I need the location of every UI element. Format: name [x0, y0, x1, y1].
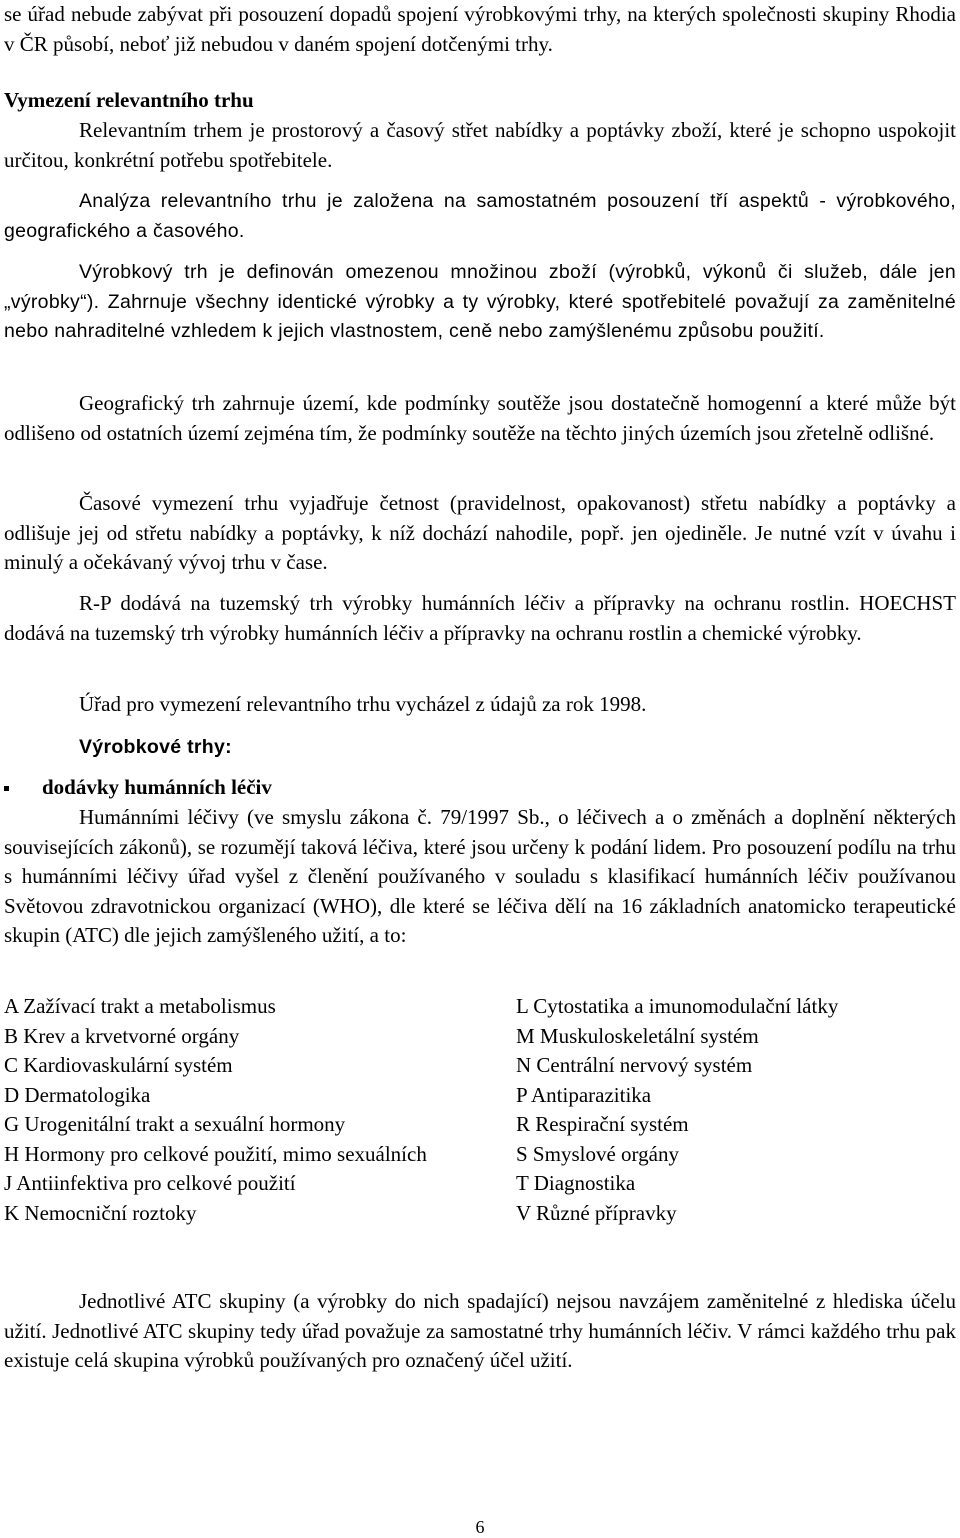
paragraph-atc-groups: Jednotlivé ATC skupiny (a výrobky do nich spadající) nejsou navzájem zaměnitelné z hlediska účelu užití. Jednotlivé ATC skupiny tedy úřad považuje za samostatné trhy humánních léčiv. V rámci každého trhu pak existuje celá skupina výrobků používaných pro označený účel užití.	[4, 1289, 956, 1372]
paragraph-intro: se úřad nebude zabývat při posouzení dopadů spojení výrobkovými trhy, na kterých společnosti skupiny Rhodia v ČR působí, neboť již nebudou v daném spojení dotčenými trhy.	[4, 2, 956, 56]
list-item: P Antiparazitika	[516, 1082, 652, 1107]
heading-relevant-market: Vymezení relevantního trhu	[4, 88, 254, 112]
atc-list-left	[4, 992, 444, 1228]
paragraph-companies: R-P dodává na tuzemský trh výrobky humánních léčiv a přípravky na ochranu rostlin. HOECHST dodává na tuzemský trh výrobky humánních léčiv a přípravky na ochranu rostlin a chemické výrobky.	[4, 591, 956, 645]
paragraph-human-drugs: Humánními léčivy (ve smyslu zákona č. 79/1997 Sb., o léčivech a o změnách a doplnění některých souvisejících zákonů), se rozumějí taková léčiva, které jsou určeny k podání lidem. Pro posouzení podílu na trhu s humánními léčivy úřad vyšel z členění používaného v souladu s klasifikací humánních léčiv používanou Světovou zdravotnickou organizací (WHO), dle které se léčiva dělí na 16 základních anatomicko terapeutické skupin (ATC) dle jejich zamýšleného užití, a to:	[4, 805, 956, 947]
bullet-human-drugs: dodávky humánních léčiv	[42, 775, 272, 799]
paragraph-data-year: Úřad pro vymezení relevantního trhu vycházel z údajů za rok 1998.	[79, 692, 647, 716]
paragraph-geographic-market: Geografický trh zahrnuje území, kde podmínky soutěže jsou dostatečně homogenní a které může být odlišeno od ostatních území zejména tím, že podmínky soutěže na těchto jiných územích jsou zřetelně odlišné.	[4, 391, 956, 445]
bullet-icon	[4, 786, 9, 791]
list-item: H Hormony pro celkové použití, mimo sexuálních	[4, 1141, 427, 1166]
list-item: B Krev a krvetvorné orgány	[4, 1023, 240, 1048]
list-item: V Různé přípravky	[516, 1200, 677, 1225]
list-item: T Diagnostika	[516, 1171, 636, 1195]
list-item: R Respirační systém	[516, 1112, 689, 1136]
paragraph-time-market: Časové vymezení trhu vyjadřuje četnost (pravidelnost, opakovanost) střetu nabídky a poptávky a odlišuje jej od střetu nabídky a poptávky, k níž dochází nahodile, popř. jen ojediněle. Je nutné vzít v úvahu i minulý a očekávaný vývoj trhu v čase.	[4, 491, 956, 574]
list-item: M Muskuloskeletální systém	[516, 1023, 759, 1048]
page-number: 6	[475, 1517, 485, 1537]
paragraph-product-market: Výrobkový trh je definován omezenou množinou zboží (výrobků, výkonů či služeb, dále jen „výrobky“). Zahrnuje všechny identické výrobky a ty výrobky, které spotřebitelé považují za zaměnitelné nebo nahraditelné vzhledem k jejich vlastnostem, ceně nebo zamýšlenému způsobu použití.	[4, 261, 956, 342]
paragraph-analysis: Analýza relevantního trhu je založena na samostatném posouzení tří aspektů - výrobkového, geografického a časového.	[4, 190, 956, 242]
list-item: K Nemocniční roztoky	[4, 1200, 197, 1225]
list-item: D Dermatologika	[4, 1082, 151, 1107]
paragraph-relevant-market-definition: Relevantním trhem je prostorový a časový střet nabídky a poptávky zboží, které je schopno uspokojit určitou, konkrétní potřebu spotřebitele.	[4, 118, 956, 172]
list-item: G Urogenitální trakt a sexuální hormony	[4, 1112, 346, 1136]
list-item: L Cytostatika a imunomodulační látky	[516, 994, 839, 1018]
heading-product-markets: Výrobkové trhy:	[79, 736, 232, 758]
list-item: C Kardiovaskulární systém	[4, 1053, 233, 1077]
list-item: A Zažívací trakt a metabolismus	[4, 994, 276, 1018]
list-item: J Antiinfektiva pro celkové použití	[4, 1171, 296, 1195]
atc-list-right	[516, 992, 956, 1228]
list-item: N Centrální nervový systém	[516, 1053, 753, 1077]
list-item: S Smyslové orgány	[516, 1141, 679, 1166]
